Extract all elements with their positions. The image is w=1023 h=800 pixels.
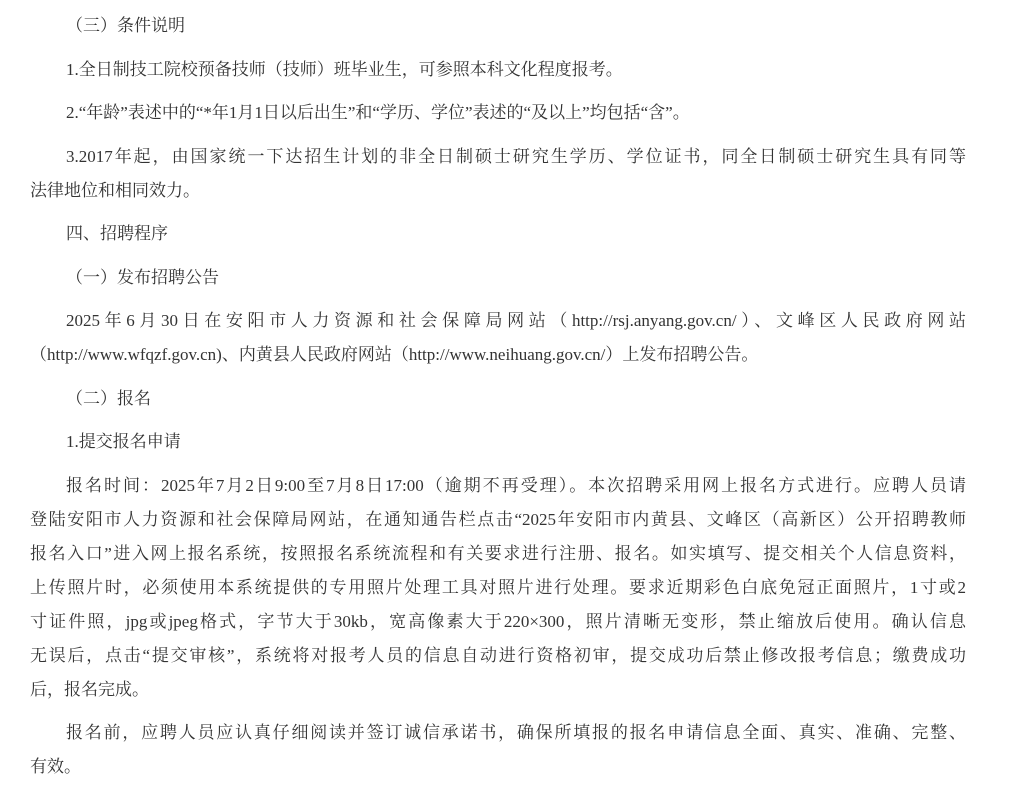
paragraph-line: 后，报名完成。 bbox=[30, 679, 149, 699]
paragraph-line: 上传照片时，必须使用本系统提供的专用照片处理工具对照片进行处理。要求近期彩色白底免冠正面照片，1寸或2 bbox=[30, 577, 966, 597]
paragraph bbox=[30, 382, 966, 416]
paragraph-line: （二）报名 bbox=[66, 388, 151, 408]
paragraph-line: 登陆安阳市人力资源和社会保障局网站，在通知通告栏点击“2025年安阳市内黄县、文峰区（高新区）公开招聘教师 bbox=[30, 509, 966, 529]
paragraph-line: （一）发布招聘公告 bbox=[66, 267, 219, 287]
paragraph bbox=[30, 217, 966, 251]
paragraph-line: （三）条件说明 bbox=[66, 16, 185, 35]
paragraph-line: 寸证件照，jpg或jpeg格式，字节大于30kb，宽高像素大于220×300，照片清晰无变形，禁止缩放后使用。确认信息 bbox=[30, 611, 966, 631]
paragraph bbox=[30, 9, 966, 43]
paragraph-line: 1.全日制技工院校预备技师（技师）班毕业生，可参照本科文化程度报考。 bbox=[66, 59, 623, 79]
paragraph-line: 无误后，点击“提交审核”，系统将对报考人员的信息自动进行资格初审，提交成功后禁止修改报考信息；缴费成功 bbox=[30, 645, 966, 665]
paragraph bbox=[30, 53, 966, 87]
paragraph-line: 2025年6月30日在安阳市人力资源和社会保障局网站（http://rsj.anyang.gov.cn/）、文峰区人民政府网站 bbox=[66, 311, 966, 330]
document-body bbox=[30, 9, 966, 794]
paragraph-line: 法律地位和相同效力。 bbox=[30, 180, 200, 200]
paragraph-line: 报名入口”进入网上报名系统，按照报名系统流程和有关要求进行注册、报名。如实填写、提交相关个人信息资料， bbox=[30, 543, 966, 563]
paragraph-line: 四、招聘程序 bbox=[66, 224, 168, 243]
paragraph bbox=[30, 261, 966, 295]
paragraph bbox=[30, 140, 966, 208]
paragraph-line: 有效。 bbox=[30, 757, 81, 776]
paragraph-line: （http://www.wfqzf.gov.cn)、内黄县人民政府网站（http://www.neihuang.gov.cn/）上发布招聘公告。 bbox=[30, 345, 759, 364]
paragraph bbox=[30, 469, 966, 707]
paragraph bbox=[30, 716, 966, 784]
paragraph-line: 1.提交报名申请 bbox=[66, 432, 181, 451]
paragraph-line: 报名时间：2025年7月2日9:00至7月8日17:00（逾期不再受理）。本次招聘采用网上报名方式进行。应聘人员请 bbox=[66, 475, 966, 495]
paragraph-line: 3.2017年起，由国家统一下达招生计划的非全日制硕士研究生学历、学位证书，同全日制硕士研究生具有同等 bbox=[66, 146, 966, 166]
paragraph bbox=[30, 96, 966, 130]
paragraph-line: 2.“年龄”表述中的“*年1月1日以后出生”和“学历、学位”表述的“及以上”均包括“含”。 bbox=[66, 103, 690, 122]
paragraph-line: 报名前，应聘人员应认真仔细阅读并签订诚信承诺书，确保所填报的报名申请信息全面、真实、准确、完整、 bbox=[66, 723, 966, 742]
paragraph bbox=[30, 425, 966, 459]
paragraph bbox=[30, 304, 966, 372]
